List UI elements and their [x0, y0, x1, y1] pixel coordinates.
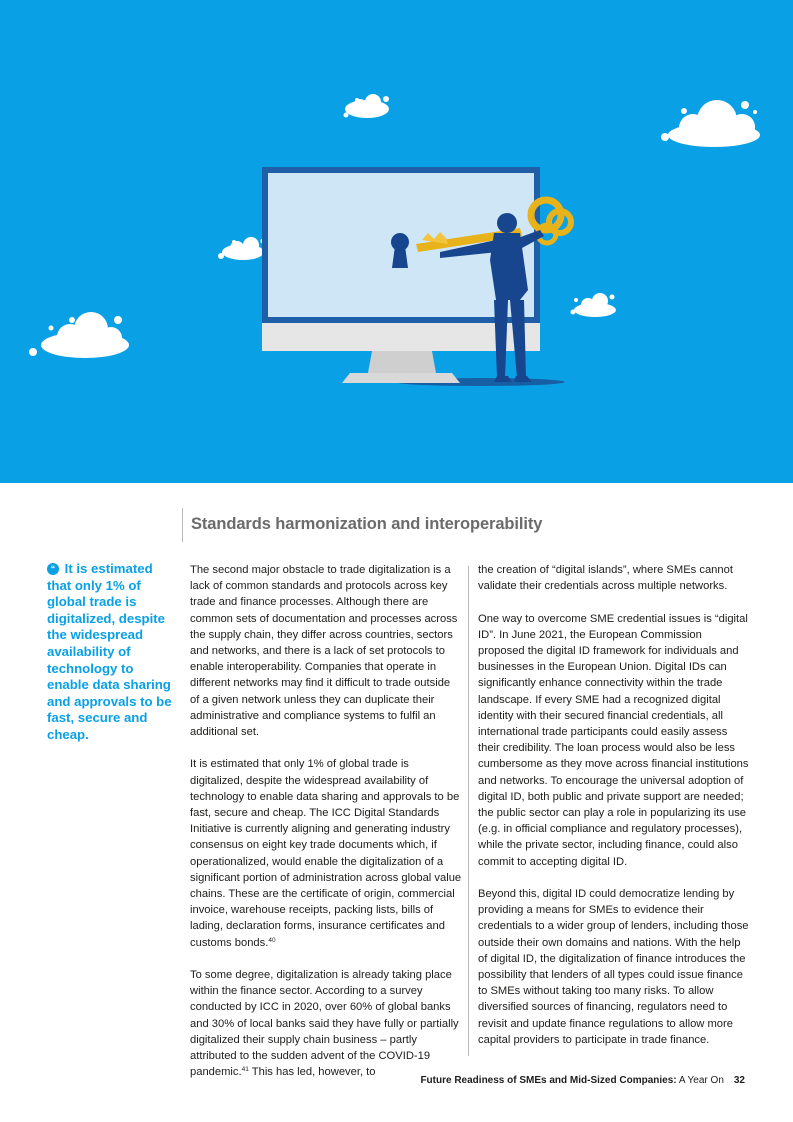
section-title: Standards harmonization and interoperability — [191, 515, 543, 533]
hero-illustration — [0, 0, 793, 483]
publication-subtitle: A Year On — [676, 1075, 724, 1086]
paragraph: Beyond this, digital ID could democratize lending by providing a means for SMEs to evidence their credentials to a wider group of lenders, including those outside their own domains and nations. With the help of digital ID, the digitalization of finance introduces the possibility that lenders of all types could issue finance to SMEs without taking too many risks. To allow diversified sources of financing, regulators need to revisit and update finance regulations to allow more capital providers to participate in trade finance. — [478, 888, 749, 1046]
cloud-icon — [661, 100, 760, 147]
paragraph: The second major obstacle to trade digitalization is a lack of common standards and protocols across key trade and finance processes. Although there are common sets of documentation and processes across the supply chain, they differ across countries, sectors and networks, and there is a lack of set protocols to enable interoperability. Companies that operate in different networks may find it difficult to trade outside of a given network unless they can duplicate their administrative and compliance systems to fulfil an additional set. — [190, 564, 458, 739]
pull-quote — [47, 561, 175, 744]
page-number: 32 — [733, 1075, 745, 1086]
cloud-icon — [29, 312, 129, 358]
digital-key-illustration — [0, 0, 793, 483]
cloud-icon — [344, 94, 390, 118]
pull-quote-text: It is estimated that only 1% of global trade is digitalized, despite the widespread availability of technology to enable data sharing and approvals to be fast, secure and cheap. — [47, 561, 172, 742]
footnote-ref[interactable]: 40 — [268, 936, 276, 944]
cloud-icon — [571, 293, 617, 317]
right-column — [478, 562, 750, 1064]
left-column — [190, 562, 462, 1097]
paragraph: It is estimated that only 1% of global trade is digitalized, despite the widespread availability of technology to enable data sharing and approvals to be fast, secure and cheap. The ICC Digital Standards Initiative is currently aligning and generating industry consensus on eight key trade documents which, if operationalized, would enable the digitalization of a significant portion of administration across global value chains. These are the certificate of origin, commercial invoice, warehouse receipts, packing lists, bills of lading, declaration forms, insurance certificates and customs bonds.$^{40}$ — [190, 758, 462, 949]
page-footer — [420, 1075, 745, 1086]
quote-icon: “ — [47, 563, 59, 575]
column-divider — [468, 566, 469, 1056]
publication-title: Future Readiness of SMEs and Mid-Sized Companies: — [420, 1075, 677, 1086]
cloud-icon — [218, 237, 266, 260]
paragraph: One way to overcome SME credential issues is “digital ID”. In June 2021, the European Commission proposed the digital ID framework for individuals and businesses in the European Union. Digital IDs can significantly enhance connectivity within the trade landscape. If every SME had a recognized digital identity with their secured financial credentials, all international trade participants could easily assess their credibility. The loan process would also be less cumbersome as they move across financial institutions and networks. To encourage the universal adoption of digital ID, both public and private support are needed; the public sector can play a role in popularizing its use (e.g. in official compliance and regulatory processes), while the private sector, including finance, could also commit to accepting digital ID. — [478, 612, 749, 868]
footnote-ref[interactable]: 41 — [241, 1066, 249, 1074]
paragraph: To some degree, digitalization is already taking place within the finance sector. According to a survey conducted by ICC in 2020, over 60% of global banks and 30% of local banks said they have fully or partially digitalized their supply chain business – partly attributed to the sudden advent of the COVID-19 pandemic.$^{41}$ This has led, however, to — [190, 969, 459, 1079]
paragraph: the creation of “digital islands”, where SMEs cannot validate their credentials across multiple networks. — [478, 564, 733, 593]
title-divider — [182, 508, 183, 542]
